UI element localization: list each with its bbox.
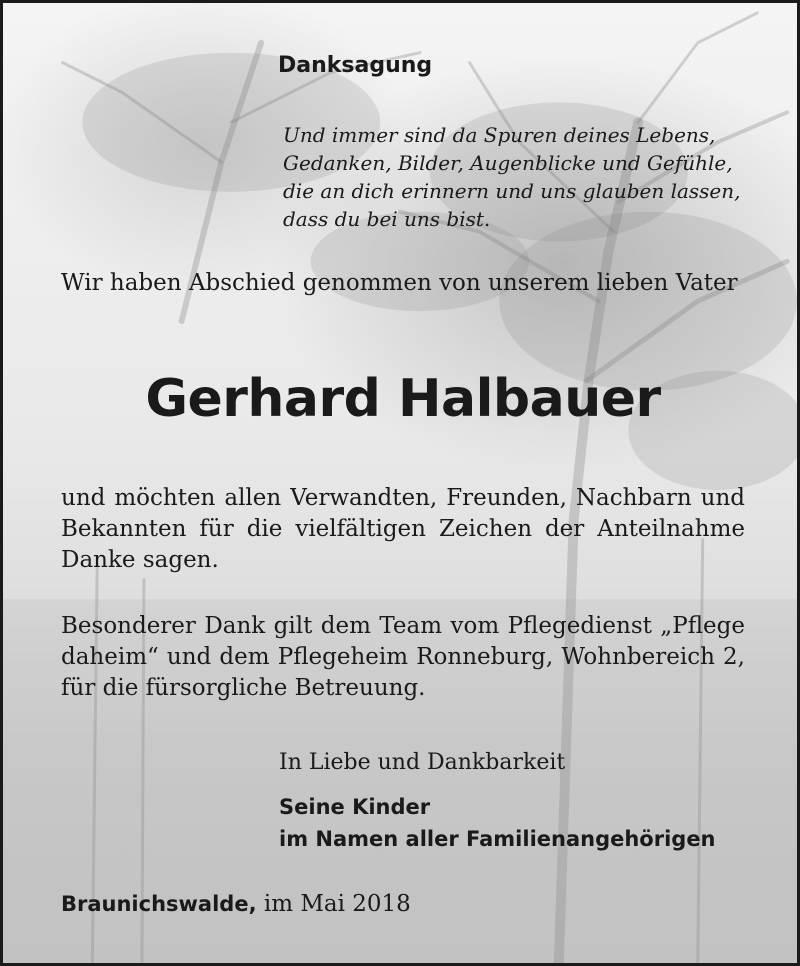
closing-line: In Liebe und Dankbarkeit	[279, 750, 566, 775]
signature-line: Seine Kinder	[279, 795, 431, 819]
signature-block	[279, 791, 716, 855]
verse-line: dass du bei uns bist.	[283, 207, 491, 231]
notice-content	[3, 3, 797, 963]
verse-line: Und immer sind da Spuren deines Lebens,	[283, 123, 716, 147]
signature-line: im Namen aller Familienangehörigen	[279, 827, 716, 851]
verse-line: die an dich erinnern und uns glauben lassen,	[283, 179, 741, 203]
date-text: im Mai 2018	[263, 891, 411, 917]
place-date-line	[61, 891, 411, 917]
notice-heading: Danksagung	[278, 53, 433, 78]
intro-paragraph: Wir haben Abschied genommen von unserem lieben Vater	[61, 270, 738, 296]
special-thanks-paragraph: Besonderer Dank gilt dem Team vom Pflegedienst „Pflege daheim“ und dem Pflegeheim Ronneburg, Wohnbereich 2, für die fürsorgliche Betreuung.	[61, 613, 745, 701]
deceased-name: Gerhard Halbauer	[145, 369, 661, 429]
verse-block	[283, 121, 753, 233]
thanks-paragraph: und möchten allen Verwandten, Freunden, Nachbarn und Bekannten für die vielfältigen Zeichen der Anteilnahme Danke sagen.	[61, 485, 745, 573]
verse-line: Gedanken, Bilder, Augenblicke und Gefühle,	[283, 151, 733, 175]
place-name: Braunichswalde,	[61, 892, 257, 916]
